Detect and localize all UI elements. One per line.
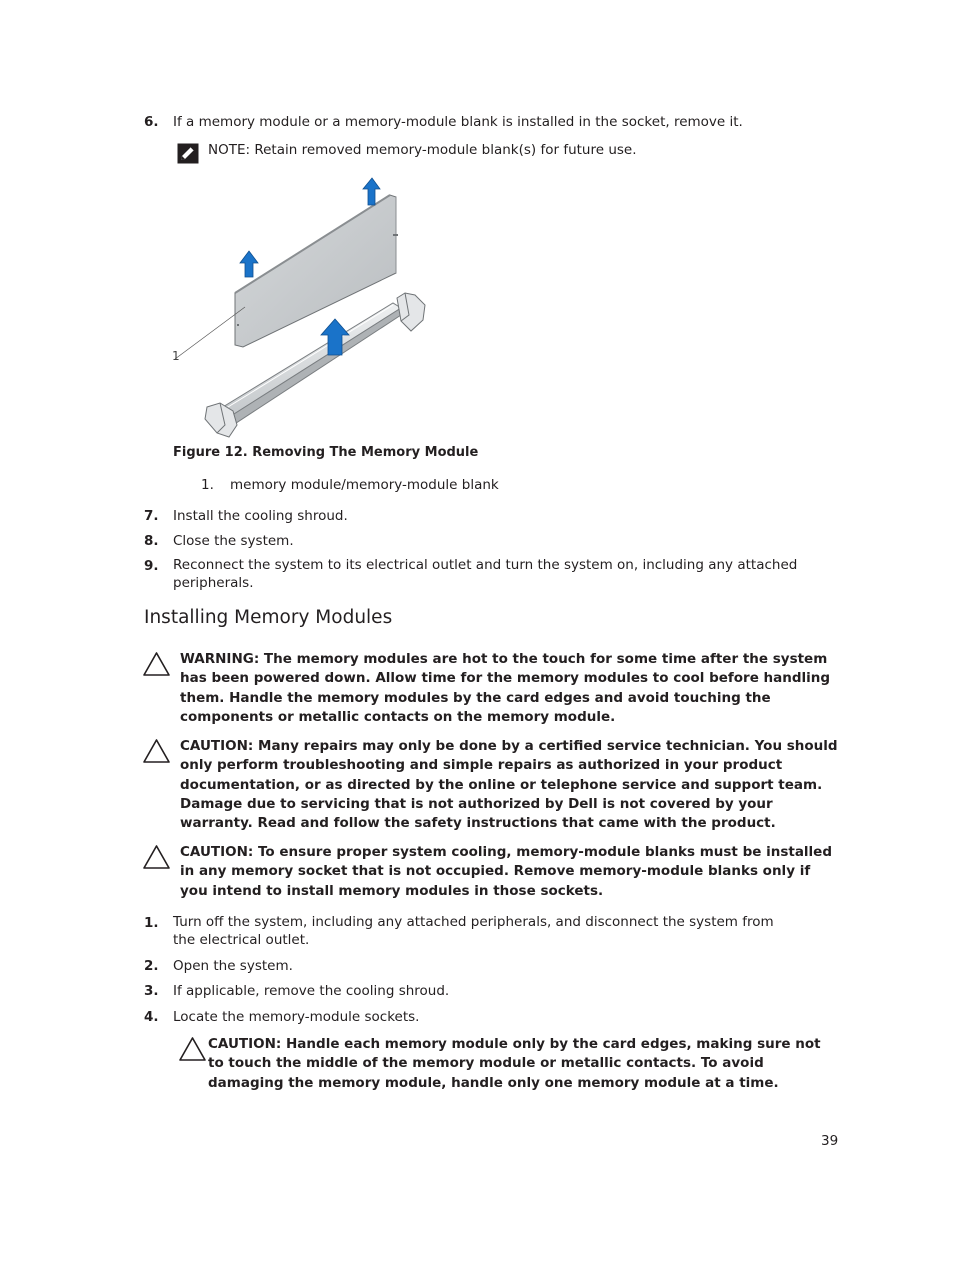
caution-triangle-icon [142,844,171,870]
step-4-text: Locate the memory-module sockets. [173,1009,420,1025]
step-7-text: Install the cooling shroud. [173,508,348,524]
section-heading: Installing Memory Modules [144,607,393,628]
note-pencil-icon [177,143,199,164]
step-3-number: 3. [144,983,159,999]
step-6-number: 6. [144,114,159,130]
note-text: Retain removed memory-module blank(s) for future use. [250,142,637,158]
arrow-up-icon [240,251,258,277]
step-8-text: Close the system. [173,533,294,549]
note-1 [208,141,637,160]
note-label: NOTE: [208,142,251,158]
caution-notice-handling: CAUTION: Handle each memory module only by the card edges, making sure not to touch the middle of the memory module or metallic contacts. To avoid damaging the memory module, handle only one memory module at a time. [208,1036,821,1091]
memory-module-illustration [165,175,435,440]
step-7-number: 7. [144,508,159,524]
caution-notice-cooling: CAUTION: To ensure proper system cooling, memory-module blanks must be installed in any memory socket that is not occupied. Remove memory-module blanks only if you intend to install memory modules in those sockets. [180,844,833,899]
figure-callout-number: 1 [172,349,180,363]
step-9-text: Reconnect the system to its electrical outlet and turn the system on, including any attached peripherals. [173,557,798,591]
legend-number: 1. [201,477,214,493]
arrow-up-icon [363,178,380,205]
step-1-number: 1. [144,915,159,931]
step-2-number: 2. [144,958,159,974]
figure-caption: Figure 12. Removing The Memory Module [173,445,479,460]
step-2-text: Open the system. [173,958,293,974]
step-4-number: 4. [144,1009,159,1025]
step-1-text: Turn off the system, including any attached peripherals, and disconnect the system from the electrical outlet. [173,914,774,948]
step-8-number: 8. [144,533,159,549]
caution-triangle-icon [178,1036,207,1062]
caution-triangle-icon [142,738,171,764]
legend-text: memory module/memory-module blank [230,477,499,493]
step-6-text: If a memory module or a memory-module blank is installed in the socket, remove it. [173,114,743,130]
step-9-number: 9. [144,558,159,574]
warning-notice: WARNING: The memory modules are hot to the touch for some time after the system has been powered down. Allow time for the memory modules to cool before handling them. Handle the memory modules by the card edges and avoid touching the components or metallic contacts on the memory module. [180,651,831,725]
caution-notice-service: CAUTION: Many repairs may only be done by a certified service technician. You should only perform troubleshooting and simple repairs as authorized in your product documentation, or as directed by the online or telephone service and support team. Damage due to servicing that is not authorized by Dell is not covered by your warranty. Read and follow the safety instructions that came with the product. [180,738,838,832]
warning-triangle-icon [142,651,171,677]
step-3-text: If applicable, remove the cooling shroud. [173,983,450,999]
page-number: 39 [821,1133,839,1149]
